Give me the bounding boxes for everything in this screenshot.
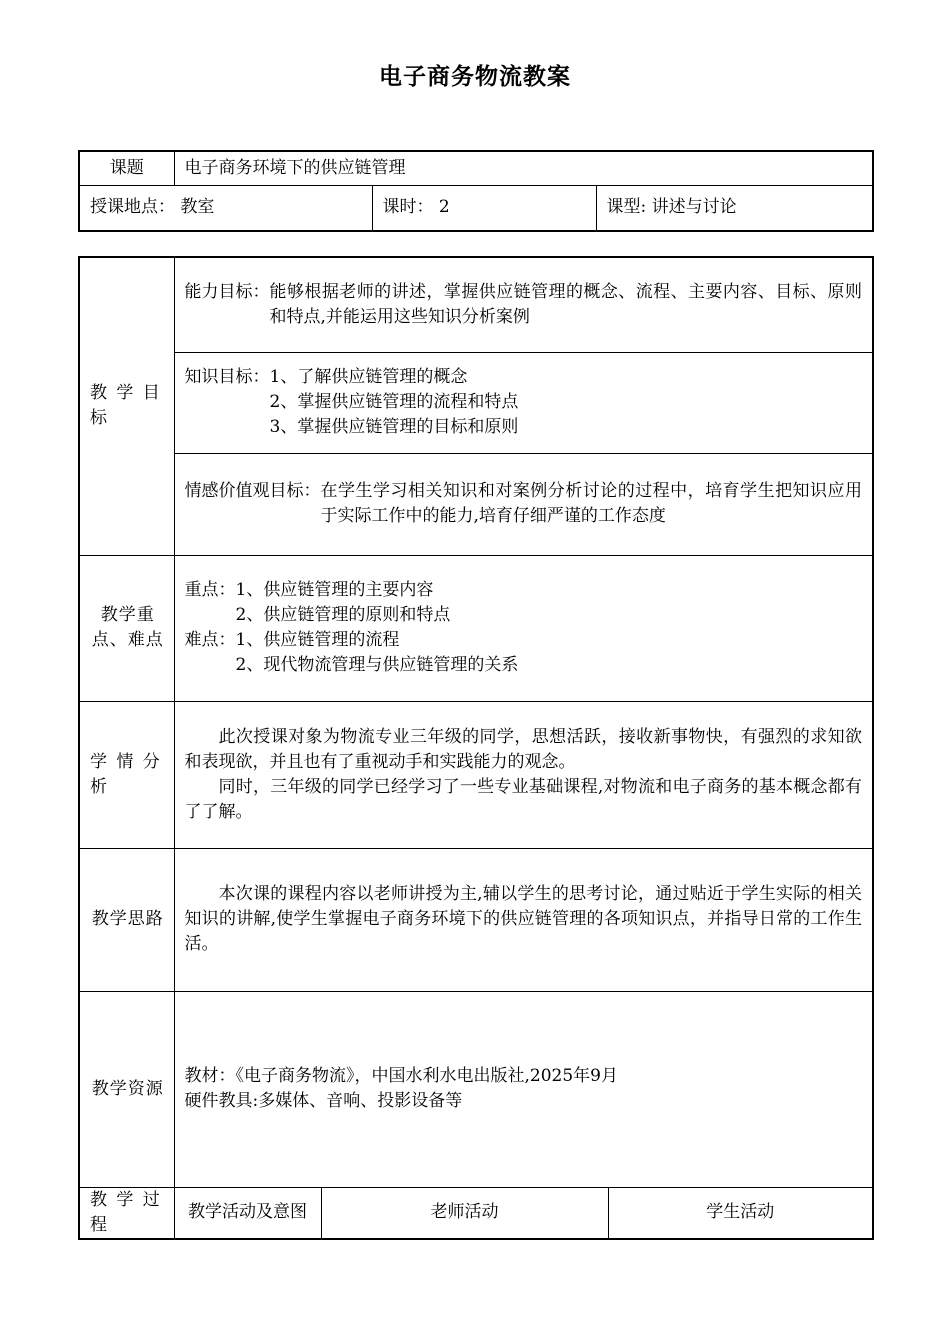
ability-label: 能力目标： xyxy=(184,281,270,302)
process-label: 教 学 过 程 xyxy=(79,1187,174,1239)
analysis-paragraph: 同时，三年级的同学已经学习了一些专业基础课程,对物流和电子商务的基本概念都有了了解。 xyxy=(184,776,862,822)
topic-label: 课题 xyxy=(79,151,174,185)
info-table xyxy=(78,150,874,232)
emotion-label: 情感价值观目标： xyxy=(184,481,321,501)
difficult-label: 难点： xyxy=(184,630,236,650)
location-value: 教室 xyxy=(180,197,215,218)
type-label: 课型: xyxy=(606,197,647,218)
ability-objective-cell xyxy=(174,257,873,352)
type-cell xyxy=(596,185,873,231)
key-label: 重点： xyxy=(184,580,236,600)
key-points-cell xyxy=(174,555,873,701)
analysis-cell xyxy=(174,701,873,848)
approach-paragraph: 本次课的课程内容以老师讲授为主,辅以学生的思考讨论，通过贴近于学生实际的相关知识的讲解,使学生掌握电子商务环境下的供应链管理的各项知识点，并指导日常的工作生活。 xyxy=(184,884,862,954)
lesson-plan-table xyxy=(78,256,874,1240)
topic-value: 电子商务环境下的供应链管理 xyxy=(174,151,873,185)
knowledge-item: 2、掌握供应链管理的流程和特点 xyxy=(269,392,519,412)
knowledge-objective-cell xyxy=(174,352,873,453)
resources-cell xyxy=(174,991,873,1187)
knowledge-label: 知识目标： xyxy=(184,367,270,387)
resources-label: 教学资源 xyxy=(79,991,174,1187)
process-col-teacher: 老师活动 xyxy=(321,1187,608,1239)
location-label: 授课地点： xyxy=(90,197,175,218)
approach-label: 教学思路 xyxy=(79,848,174,991)
knowledge-item: 1、了解供应链管理的概念 xyxy=(269,367,468,387)
difficult-item: 2、现代物流管理与供应链管理的关系 xyxy=(235,655,519,675)
approach-cell xyxy=(174,848,873,991)
key-item: 2、供应链管理的原则和特点 xyxy=(235,605,451,625)
resources-hardware: 硬件教具:多媒体、音响、投影设备等 xyxy=(184,1091,463,1111)
ability-text: 能够根据老师的讲述，掌握供应链管理的概念、流程、主要内容、目标、原则和特点,并能运用这些知识分析案例 xyxy=(269,281,862,327)
process-col-activity: 教学活动及意图 xyxy=(174,1187,321,1239)
emotion-objective-cell xyxy=(174,453,873,555)
difficult-item: 1、供应链管理的流程 xyxy=(235,630,400,650)
document-title: 电子商务物流教案 xyxy=(379,64,571,90)
analysis-label: 学 情 分 析 xyxy=(79,701,174,848)
key-item: 1、供应链管理的主要内容 xyxy=(235,580,434,600)
process-col-student: 学生活动 xyxy=(608,1187,873,1239)
key-points-label: 教学重点、难点 xyxy=(79,555,174,701)
knowledge-item: 3、掌握供应链管理的目标和原则 xyxy=(269,417,519,437)
location-cell xyxy=(79,185,372,231)
analysis-paragraph: 此次授课对象为物流专业三年级的同学，思想活跃，接收新事物快，有强烈的求知欲和表现欲，并且也有了重视动手和实践能力的观念。 xyxy=(184,726,862,772)
hours-label: 课时： xyxy=(382,197,434,218)
hours-cell xyxy=(372,185,596,231)
type-value: 讲述与讨论 xyxy=(651,197,737,218)
emotion-text: 在学生学习相关知识和对案例分析讨论的过程中，培育学生把知识应用于实际工作中的能力,培育仔细严谨的工作态度 xyxy=(320,481,862,526)
objectives-label: 教 学 目 标 xyxy=(79,257,174,555)
hours-value: 2 xyxy=(438,197,450,218)
resources-textbook: 教材：《电子商务物流》，中国水利水电出版社,2025年9月 xyxy=(184,1066,618,1086)
